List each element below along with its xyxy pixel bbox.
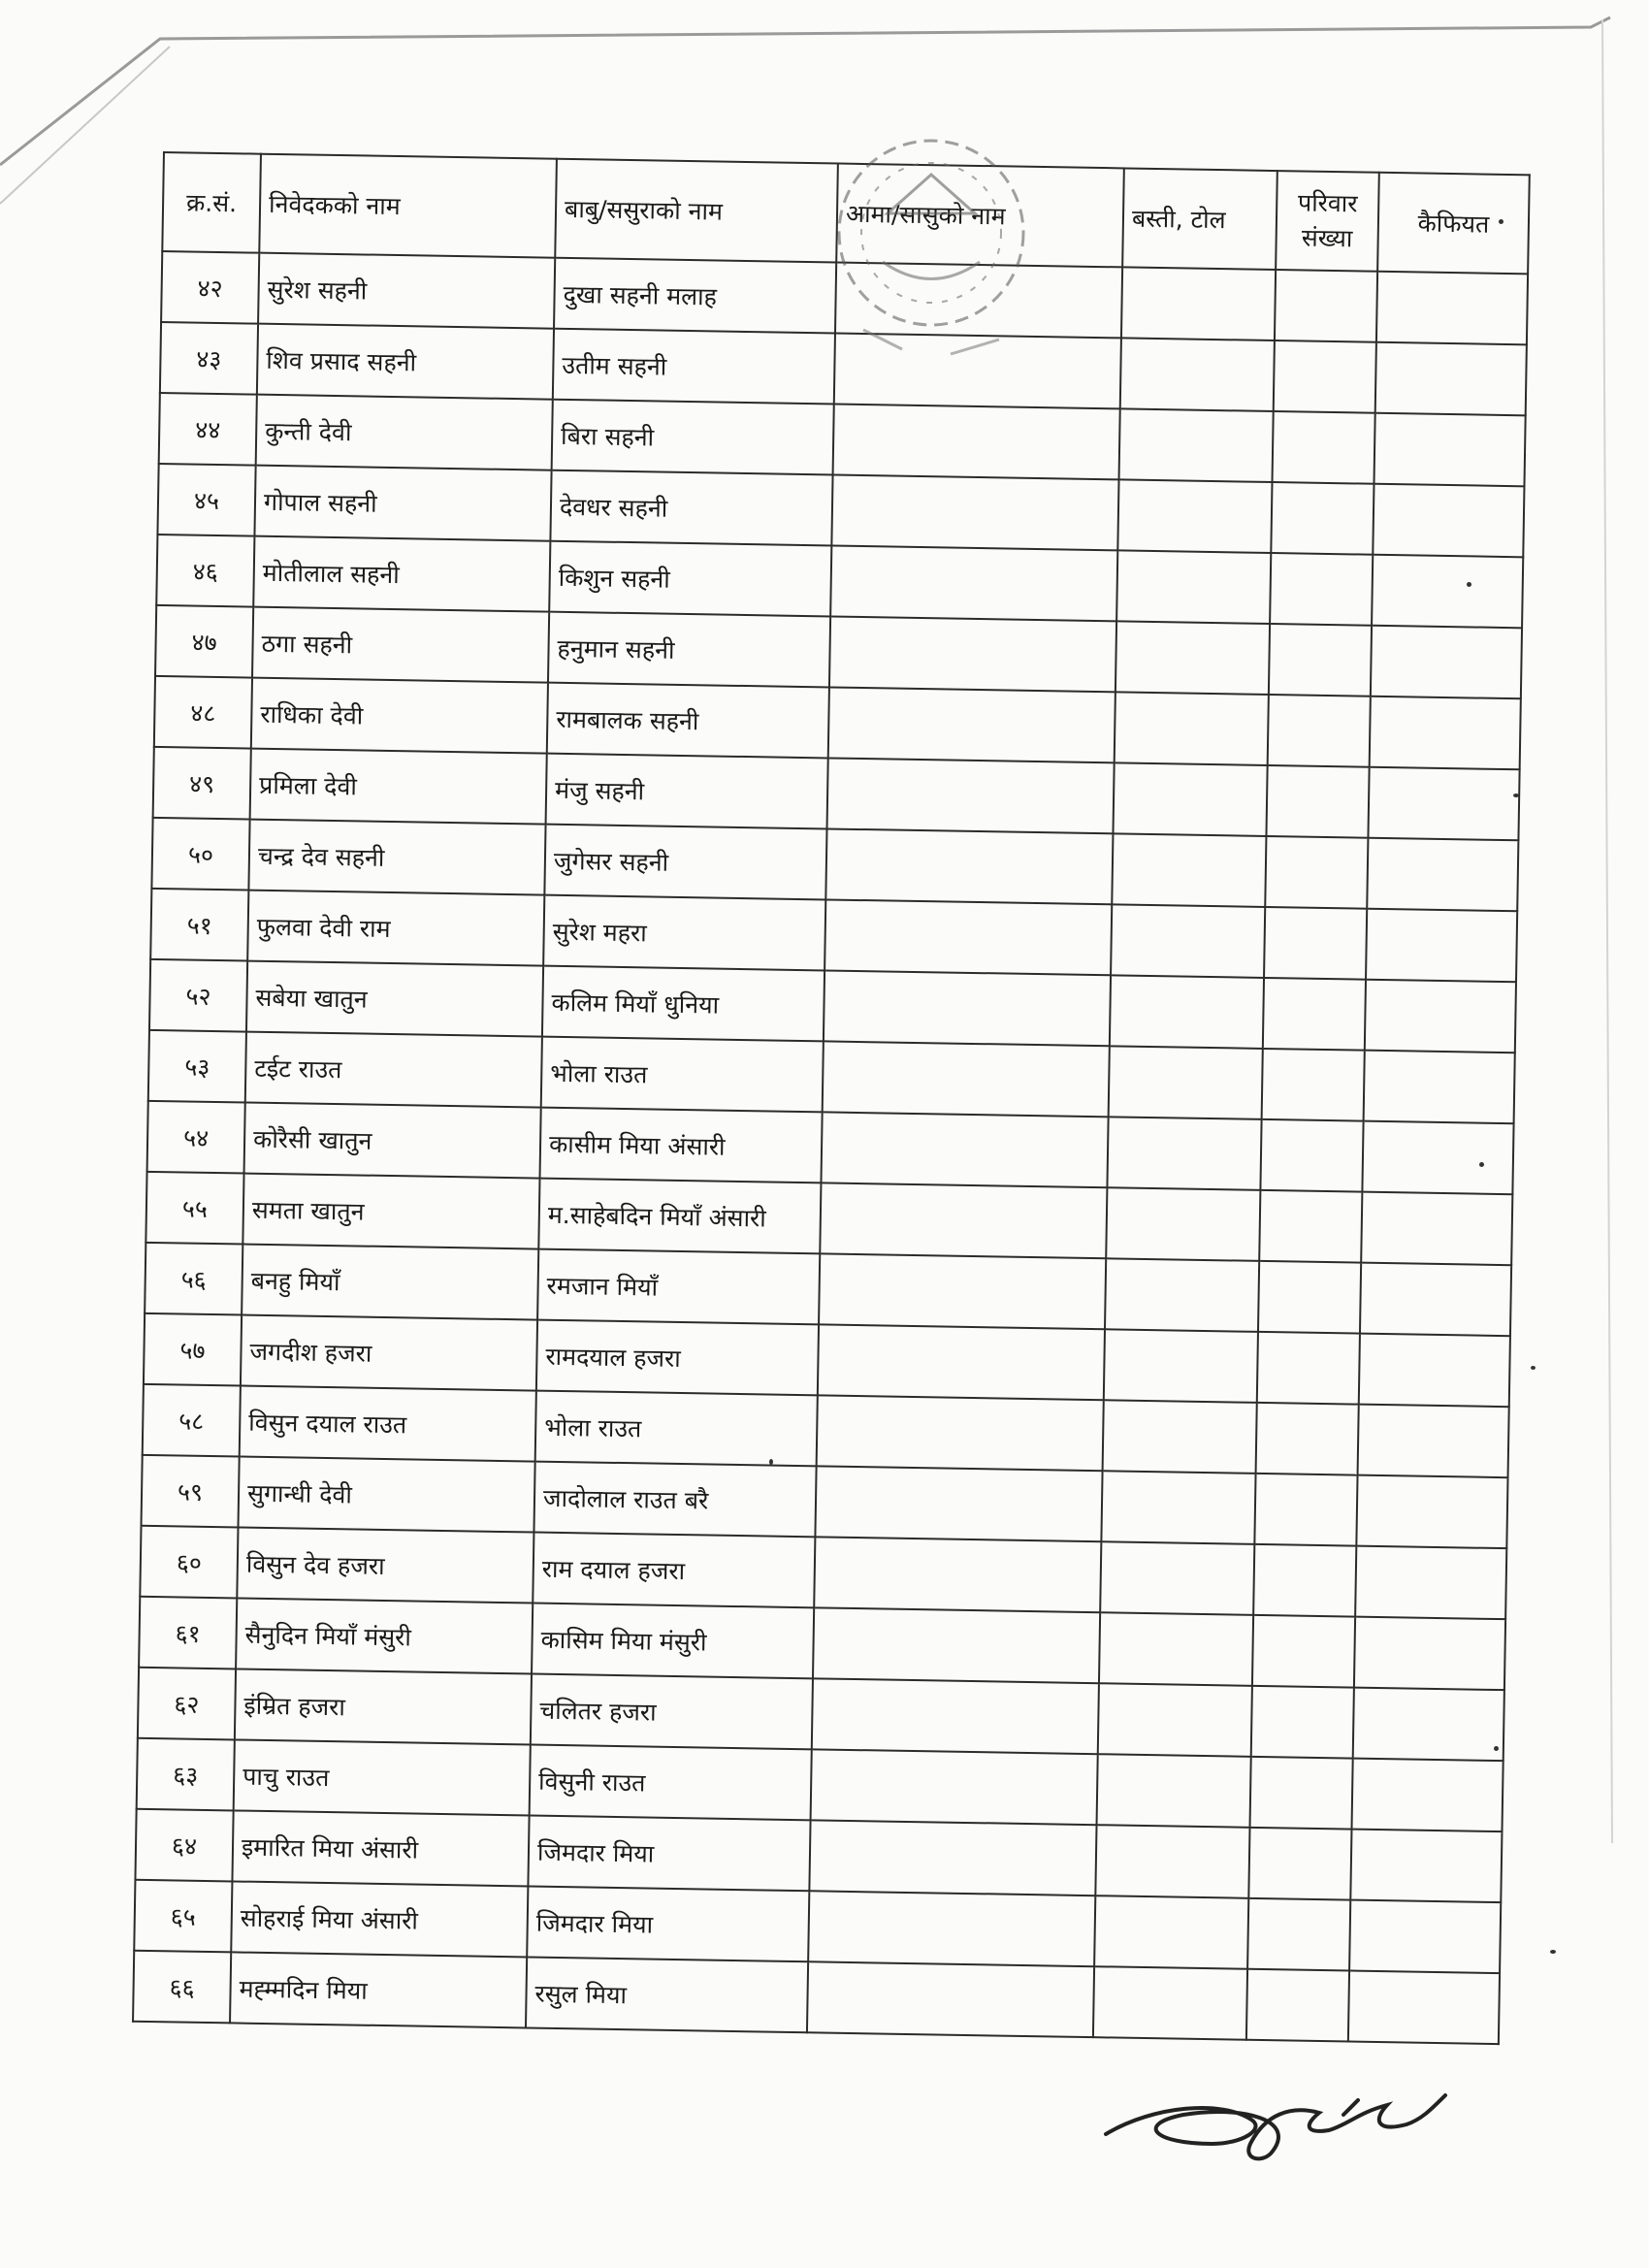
family-count-cell [1254,1474,1357,1546]
settlement-cell [1121,267,1276,340]
father-name: विसुनी राउत [530,1745,812,1821]
remarks-cell [1366,909,1517,983]
serial-number: ५३ [148,1030,246,1103]
header-remarks: कैफियत [1377,173,1530,275]
mother-name-cell [818,1324,1105,1400]
applicant-name: विसुन देव हजरा [237,1527,534,1603]
settlement-cell [1094,1895,1248,1969]
header-family-count: परिवार संख्या [1276,171,1379,272]
mother-name-cell [834,334,1121,409]
mother-name-cell [807,1961,1094,2037]
family-count-cell [1248,1828,1351,1900]
settlement-cell [1105,1258,1259,1332]
remarks-cell [1349,1900,1501,1974]
serial-number: ६६ [133,1951,231,2024]
father-name: राम दयाल हजरा [533,1533,815,1608]
settlement-cell [1093,1966,1247,2040]
applicant-name: कोरैसी खातुन [244,1103,541,1179]
father-name: उतीम सहनी [553,329,835,405]
settlement-cell [1110,975,1264,1049]
father-name: रामबालक सहनी [547,683,829,759]
father-name: कलिम मियाँ धुनिया [542,966,824,1042]
settlement-cell [1116,621,1270,695]
applicant-name: कुन्ती देवी [256,395,553,470]
settlement-cell [1113,762,1267,836]
family-count-cell [1264,907,1367,980]
mother-name-cell [833,405,1120,480]
header-applicant-name: निवेदकको नाम [259,154,557,258]
settlement-cell [1109,1046,1263,1119]
remarks-cell [1351,1759,1503,1832]
signature [1096,2066,1455,2173]
applicant-name: फुलवा देवी राम [247,891,544,966]
remarks-cell [1356,1475,1507,1549]
remarks-cell [1365,980,1516,1053]
mother-name-cell [831,474,1118,550]
mother-name-cell [824,899,1112,975]
remarks-cell [1358,1405,1509,1478]
remarks-cell [1348,1971,1500,2045]
remarks-cell [1375,342,1527,416]
settlement-cell [1104,1329,1258,1403]
mother-name-cell [808,1891,1095,1966]
remarks-cell [1373,484,1524,558]
remarks-cell [1362,1121,1513,1195]
serial-number: ६५ [134,1880,232,1953]
serial-number: ५७ [144,1313,242,1386]
family-count-cell [1253,1544,1356,1617]
father-name: रामदयाल हजरा [536,1320,819,1396]
mother-name-cell [812,1678,1099,1754]
family-count-cell [1263,978,1366,1051]
scan-speck [1550,1950,1556,1954]
family-count-cell [1262,1049,1365,1121]
applicant-name: ठगा सहनी [252,607,549,683]
applicant-name: सोहराई मिया अंसारी [231,1881,528,1957]
mother-name-cell [814,1537,1101,1612]
family-count-cell [1270,553,1373,626]
father-name: जुगेसर सहनी [544,825,826,900]
serial-number: ५१ [150,889,248,961]
mother-name-cell [830,545,1117,621]
scan-speck [1479,1162,1484,1167]
settlement-cell [1111,904,1265,978]
father-name: हनुमान सहनी [548,612,830,688]
register-table-wrapper [132,151,1529,2045]
family-count-cell [1271,482,1374,555]
remarks-cell [1354,1617,1505,1691]
family-count-cell [1268,695,1371,767]
remarks-cell [1350,1830,1502,1903]
applicant-name: विसुन दयाल राउत [240,1385,536,1461]
serial-number: ४८ [154,676,252,749]
scan-speck [769,1459,773,1465]
father-name: भोला राउत [541,1037,824,1113]
remarks-cell [1353,1688,1504,1762]
family-count-cell [1266,765,1369,838]
family-count-cell [1247,1898,1350,1971]
settlement-cell [1120,338,1275,411]
settlement-cell [1119,408,1274,482]
father-name: मंजु सहनी [546,754,828,829]
mother-name-cell [811,1749,1098,1825]
father-name: चलितर हजरा [531,1674,813,1750]
settlement-cell [1117,479,1272,553]
serial-number: ४६ [156,535,254,607]
header-settlement: बस्ती, टोल [1122,168,1277,270]
serial-number: ५२ [149,959,247,1032]
serial-number: ६० [140,1526,238,1599]
family-count-cell [1273,411,1375,484]
scan-speck [1513,794,1519,797]
family-count-cell [1274,340,1376,413]
father-name: जादोलाल राउत बरै [534,1462,816,1538]
applicant-name: बनहु मियाँ [242,1245,538,1320]
mother-name-cell [827,758,1115,833]
family-count-cell [1246,1969,1349,2042]
scan-speck [1467,582,1471,587]
mother-name-cell [829,616,1116,692]
family-count-cell [1256,1403,1359,1475]
applicant-name: प्रमिला देवी [250,749,547,825]
father-name: देवधर सहनी [550,470,832,546]
settlement-cell [1100,1541,1254,1615]
applicant-name: सुगान्धी देवी [238,1456,534,1532]
serial-number: ६१ [139,1597,237,1669]
family-count-cell [1252,1615,1355,1688]
remarks-cell [1359,1334,1510,1408]
remarks-cell [1361,1192,1512,1266]
father-name: बिरा सहनी [552,400,834,475]
applicant-name: शिव प्रसाद सहनी [257,324,554,400]
settlement-cell [1097,1754,1251,1828]
family-count-cell [1275,270,1377,342]
applicant-name: समता खातुन [242,1174,539,1249]
applicant-name: गोपाल सहनी [254,466,551,541]
settlement-cell [1112,833,1266,907]
scan-speck [1531,1366,1536,1370]
applicant-name: टईट राउत [245,1032,542,1108]
serial-number: ५५ [146,1172,243,1245]
serial-number: ४७ [155,605,253,678]
settlement-cell [1095,1825,1249,1898]
applicant-name: मोतीलाल सहनी [253,536,550,612]
mother-name-cell [835,263,1122,339]
remarks-cell [1370,697,1521,770]
father-name: भोला राउत [535,1391,818,1467]
serial-number: ५० [151,818,249,891]
applicant-name: सबेया खातुन [246,961,543,1037]
mother-name-cell [825,828,1113,904]
father-name: जिमदार मिया [528,1815,810,1891]
mother-name-cell [820,1183,1107,1258]
beneficiary-register-table [132,151,1531,2045]
father-name: रमजान मियाँ [537,1249,820,1325]
applicant-name: सुरेश सहनी [258,253,555,329]
applicant-name: इंम्रित हजरा [235,1669,532,1744]
serial-number: ५४ [147,1101,245,1174]
applicant-name: जगदीश हजरा [241,1315,537,1391]
serial-number: ४९ [153,747,251,820]
mother-name-cell [824,970,1111,1046]
applicant-name: पाचु राउत [234,1739,531,1815]
remarks-cell [1372,555,1523,629]
applicant-name: सैनुदिन मियाँ मंसुरी [236,1598,533,1673]
scan-speck [1494,1746,1499,1751]
father-name: कासीम मिया अंसारी [540,1108,823,1183]
header-mother-name: आमा/सासुको नाम [836,164,1124,268]
father-name: जिमदार मिया [527,1886,809,1961]
father-name: म.साहेबदिन मियाँ अंसारी [538,1179,821,1254]
header-serial-number: क्र.सं. [162,152,261,253]
remarks-cell [1367,838,1518,912]
settlement-cell [1106,1187,1260,1261]
applicant-name: चन्द्र देव सहनी [248,820,545,895]
serial-number: ५८ [143,1384,241,1457]
family-count-cell [1265,836,1368,909]
serial-number: ५९ [142,1455,240,1528]
mother-name-cell [815,1466,1102,1541]
mother-name-cell [813,1607,1100,1683]
father-name: रसुल मिया [526,1957,808,2032]
settlement-cell [1116,550,1271,624]
serial-number: ४२ [161,251,259,324]
father-name: सुरेश महरा [543,895,825,971]
remarks-cell [1364,1051,1515,1124]
family-count-cell [1269,624,1372,697]
serial-number: ४४ [159,393,257,466]
remarks-cell [1360,1263,1511,1337]
settlement-cell [1101,1471,1255,1544]
mother-name-cell [828,687,1116,762]
family-count-cell [1251,1686,1354,1759]
serial-number: ४३ [160,322,258,395]
applicant-name: मह्म्मदिन मिया [230,1952,527,2027]
settlement-cell [1107,1117,1261,1190]
family-count-cell [1257,1332,1360,1405]
father-name: किशुन सहनी [549,541,831,617]
settlement-cell [1103,1400,1257,1474]
mother-name-cell [809,1820,1096,1895]
remarks-cell [1376,272,1528,345]
family-count-cell [1259,1190,1362,1263]
family-count-cell [1250,1757,1353,1830]
remarks-cell [1374,413,1525,487]
serial-number: ६४ [135,1809,233,1882]
settlement-cell [1098,1683,1252,1757]
applicant-name: इमारित मिया अंसारी [232,1810,529,1886]
remarks-cell [1368,767,1519,841]
mother-name-cell [819,1253,1106,1329]
serial-number: ५६ [145,1243,242,1315]
remarks-cell [1355,1546,1506,1620]
register-body [133,251,1528,2044]
mother-name-cell [821,1112,1108,1187]
family-count-cell [1258,1261,1361,1334]
father-name: कासिम मिया मंसुरी [532,1604,814,1679]
header-father-name: बाबु/ससुराको नाम [555,159,838,263]
family-count-cell [1260,1119,1363,1192]
remarks-cell [1371,626,1522,699]
father-name: दुखा सहनी मलाह [554,258,836,334]
serial-number: ६३ [137,1738,235,1811]
scan-speck [1499,219,1504,224]
mother-name-cell [823,1041,1110,1117]
serial-number: ६२ [138,1668,236,1740]
serial-number: ४५ [157,464,255,536]
mother-name-cell [817,1395,1104,1471]
settlement-cell [1099,1612,1253,1686]
settlement-cell [1115,692,1269,765]
applicant-name: राधिका देवी [251,678,548,754]
